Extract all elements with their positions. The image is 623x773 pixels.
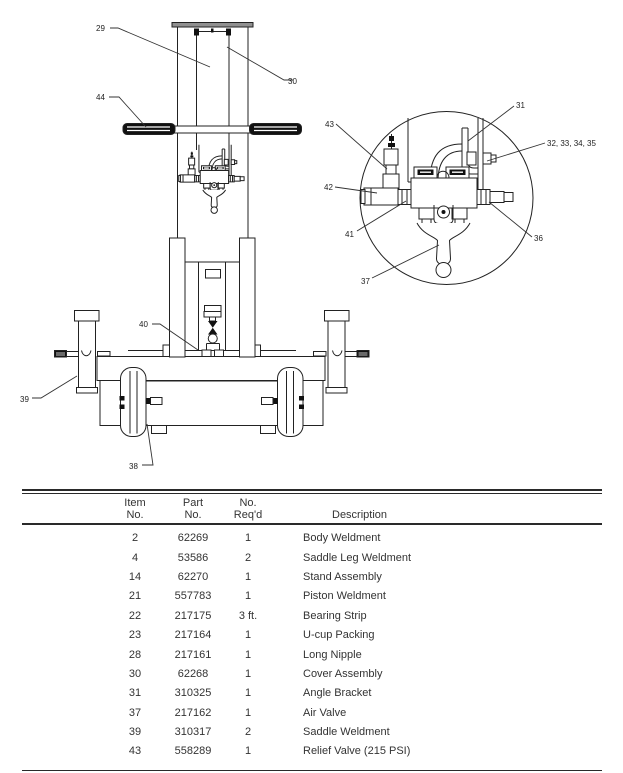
- cell-description: Saddle Leg Weldment: [303, 551, 412, 564]
- cell-description: Long Nipple: [303, 648, 362, 661]
- cell-no-reqd: 1: [244, 570, 252, 583]
- detail-view: [360, 112, 533, 285]
- cell-item-no: 22: [128, 609, 142, 622]
- cell-part-no: 53586: [177, 551, 209, 564]
- valve-assembly-small: [179, 145, 244, 214]
- table-bottom-rule: [22, 770, 602, 771]
- cell-description: Stand Assembly: [303, 570, 382, 583]
- table-header: [22, 497, 602, 521]
- table-header-rule: [22, 523, 602, 525]
- cell-part-no: 62268: [177, 667, 209, 680]
- table-row: [22, 722, 602, 741]
- cell-description: Body Weldment: [303, 532, 381, 545]
- cell-description: Angle Bracket: [303, 687, 372, 700]
- cell-item-no: 23: [128, 629, 142, 642]
- table-body: [22, 529, 602, 762]
- main-assembly-drawing: [55, 23, 370, 437]
- cell-no-reqd: 2: [244, 551, 252, 564]
- callout-32-33-34-35: 32, 33, 34, 35: [547, 139, 596, 148]
- table-row: [22, 587, 602, 606]
- cell-description: Air Valve: [303, 706, 347, 719]
- table-row: [22, 684, 602, 703]
- cell-no-reqd: 1: [244, 667, 252, 680]
- header-item-no: Item No.: [124, 497, 146, 521]
- cell-item-no: 28: [128, 648, 142, 661]
- callout-29: 29: [96, 24, 105, 33]
- cell-item-no: 37: [128, 706, 142, 719]
- callout-37: 37: [361, 277, 370, 286]
- cell-item-no: 30: [128, 667, 142, 680]
- cell-part-no: 310325: [174, 687, 212, 700]
- cell-description: Bearing Strip: [303, 609, 367, 622]
- lower-valve: [202, 312, 224, 357]
- handle-bar: [123, 124, 302, 135]
- callout-41: 41: [345, 230, 354, 239]
- table-row: [22, 703, 602, 722]
- parts-table: [22, 488, 602, 771]
- cell-no-reqd: 2: [244, 726, 252, 739]
- cell-item-no: 21: [128, 590, 142, 603]
- cell-item-no: 43: [128, 745, 142, 758]
- table-row: [22, 567, 602, 586]
- callout-43: 43: [325, 120, 334, 129]
- callout-31: 31: [516, 101, 525, 110]
- cell-no-reqd: 1: [244, 590, 252, 603]
- cell-no-reqd: 3 ft.: [238, 609, 258, 622]
- table-row: [22, 664, 602, 683]
- table-row: [22, 529, 602, 548]
- table-top-rule-2: [22, 493, 602, 494]
- table-row: [22, 645, 602, 664]
- callout-38: 38: [129, 462, 138, 471]
- cell-description: U-cup Packing: [303, 629, 375, 642]
- cover-plate: [172, 23, 253, 28]
- cell-item-no: 31: [128, 687, 142, 700]
- callout-36: 36: [534, 234, 543, 243]
- cell-no-reqd: 1: [244, 648, 252, 661]
- callout-42: 42: [324, 183, 333, 192]
- cell-no-reqd: 1: [244, 687, 252, 700]
- table-row: [22, 742, 602, 761]
- cell-description: Saddle Weldment: [303, 726, 390, 739]
- cell-description: Relief Valve (215 PSI): [303, 745, 411, 758]
- cell-part-no: 62270: [177, 570, 209, 583]
- cell-item-no: 39: [128, 726, 142, 739]
- callout-44: 44: [96, 93, 105, 102]
- cell-part-no: 557783: [174, 590, 212, 603]
- cell-item-no: 14: [128, 570, 142, 583]
- header-description: Description: [332, 509, 388, 521]
- base-body: [145, 381, 278, 426]
- header-part-no: Part No.: [182, 497, 204, 521]
- cell-part-no: 217162: [174, 706, 212, 719]
- header-no-reqd: No. Req'd: [233, 497, 263, 521]
- cell-item-no: 2: [131, 532, 139, 545]
- cell-part-no: 217175: [174, 609, 212, 622]
- stand-leg-right: [240, 238, 256, 357]
- callout-40: 40: [139, 320, 148, 329]
- cell-part-no: 217164: [174, 629, 212, 642]
- table-row: [22, 625, 602, 644]
- cell-no-reqd: 1: [244, 532, 252, 545]
- cell-part-no: 310317: [174, 726, 212, 739]
- cell-part-no: 62269: [177, 532, 209, 545]
- cell-item-no: 4: [131, 551, 139, 564]
- callout-39: 39: [20, 395, 29, 404]
- cell-no-reqd: 1: [244, 745, 252, 758]
- cell-description: Cover Assembly: [303, 667, 383, 680]
- cell-no-reqd: 1: [244, 706, 252, 719]
- table-row: [22, 606, 602, 625]
- table-row: [22, 548, 602, 567]
- callout-30: 30: [288, 77, 297, 86]
- cell-no-reqd: 1: [244, 629, 252, 642]
- cell-part-no: 558289: [174, 745, 212, 758]
- cell-description: Piston Weldment: [303, 590, 386, 603]
- cell-part-no: 217161: [174, 648, 212, 661]
